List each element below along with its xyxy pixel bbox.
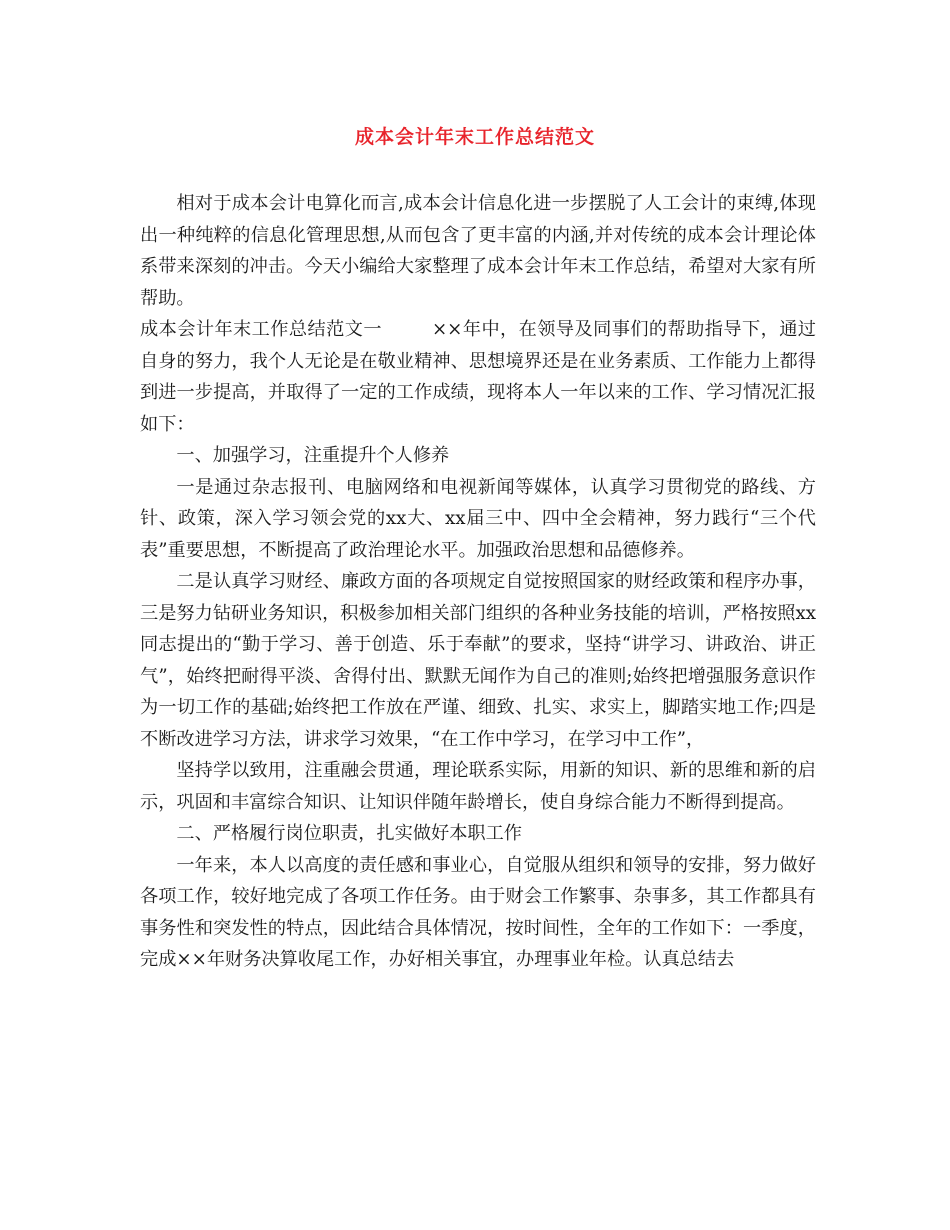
section-heading-1: 一、加强学习，注重提升个人修养 (176, 445, 450, 466)
paragraph-intro: 相对于成本会计电算化而言,成本会计信息化进一步摆脱了人工会计的束缚,体现出一种纯粹的信息化管理思想,从而包含了更丰富的内涵,并对传统的成本会计理论体系带来深刻的冲击。今天小编给大家整理了成本会计年末工作总结，希望对大家有所帮助。 (140, 193, 816, 309)
paragraph-4: 一年来，本人以高度的责任感和事业心，自觉服从组织和领导的安排，努力做好各项工作，较好地完成了各项工作任务。由于财会工作繁事、杂事多，其工作都具有事务性和突发性的特点，因此结合具体情况，按时间性，全年的工作如下：一季度，完成××年财务决算收尾工作，办好相关事宜，办理事业年检。认真总结去 (140, 854, 816, 970)
paragraph-sample-one (140, 314, 816, 440)
document-title: 成本会计年末工作总结范文 (354, 126, 595, 148)
sample-text: ××年中，在领导及同事们的帮助指导下，通过自身的努力，我个人无论是在敬业精神、思想境界还是在业务素质、工作能力上都得到进一步提高，并取得了一定的工作成绩，现将本人一年以来的工作、学习情况汇报如下： (140, 319, 816, 435)
paragraph-2: 二是认真学习财经、廉政方面的各项规定自觉按照国家的财经政策和程序办事，三是努力钻研业务知识，积极参加相关部门组织的各种业务技能的培训，严格按照xx同志提出的“勤于学习、善于创造、乐于奉献”的要求，坚持“讲学习、讲政治、讲正气”，始终把耐得平淡、舍得付出、默默无闻作为自己的准则;始终把增强服务意识作为一切工作的基础;始终把工作放在严谨、细致、扎实、求实上，脚踏实地工作;四是不断改进学习方法，讲求学习效果，“在工作中学习，在学习中工作”， (140, 571, 816, 750)
paragraph-1: 一是通过杂志报刊、电脑网络和电视新闻等媒体，认真学习贯彻党的路线、方针、政策，深入学习领会党的xx大、xx届三中、四中全会精神，努力践行“三个代表”重要思想，不断提高了政治理论水平。加强政治思想和品德修养。 (140, 476, 816, 561)
document-body (140, 188, 816, 976)
sample-heading: 成本会计年末工作总结范文一 (140, 319, 382, 340)
paragraph-3: 坚持学以致用，注重融会贯通，理论联系实际，用新的知识、新的思维和新的启示，巩固和丰富综合知识、让知识伴随年龄增长，使自身综合能力不断得到提高。 (140, 760, 816, 813)
section-heading-2: 二、严格履行岗位职责，扎实做好本职工作 (176, 823, 522, 844)
